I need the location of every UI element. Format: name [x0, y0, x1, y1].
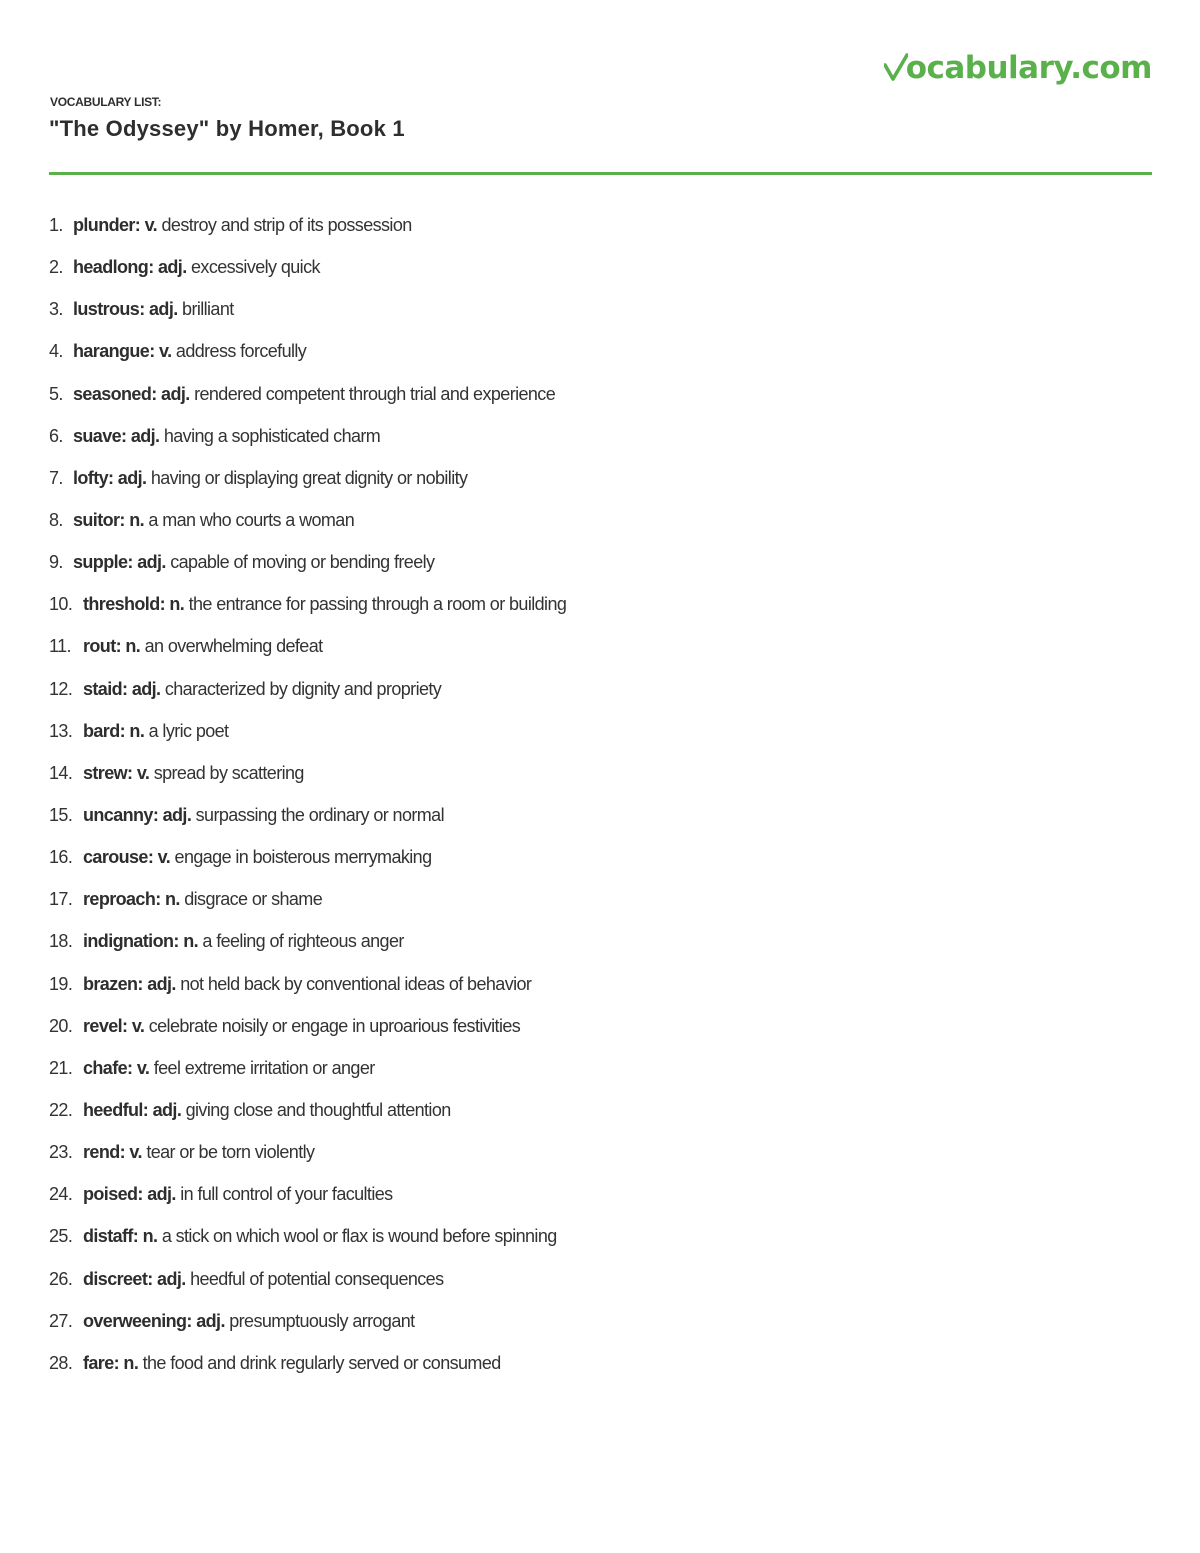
entry-definition: engage in boisterous merrymaking [174, 847, 432, 868]
entry-definition: the food and drink regularly served or consumed [142, 1352, 501, 1373]
entry-number: 7. [49, 467, 63, 488]
entry-part-of-speech: v. [144, 215, 158, 235]
entry-word: reproach: [83, 889, 161, 910]
entry-part-of-speech: v. [131, 1015, 145, 1036]
vocabulary-list [49, 206, 566, 1386]
vocabulary-logo [884, 50, 1152, 86]
entry-definition: brilliant [182, 299, 234, 320]
entry-part-of-speech: adj. [137, 552, 166, 573]
entry-part-of-speech: v. [157, 847, 171, 868]
entry-number: 14. [49, 762, 73, 783]
entry-definition: capable of moving or bending freely [170, 552, 435, 573]
entry-number: 13. [49, 720, 73, 741]
entry-number: 24. [49, 1184, 73, 1205]
entry-word: headlong: [73, 257, 154, 278]
entry-word: brazen: [83, 973, 143, 994]
entry-definition: address forcefully [175, 341, 307, 362]
entry-word: lustrous: [73, 299, 145, 320]
list-item [49, 585, 566, 627]
list-item [49, 1007, 566, 1049]
entry-part-of-speech: adj. [157, 1268, 186, 1289]
entry-definition: giving close and thoughtful attention [185, 1099, 451, 1120]
entry-word: staid: [83, 678, 128, 699]
entry-number: 25. [49, 1226, 73, 1247]
entry-number: 9. [49, 552, 63, 573]
entry-definition: having a sophisticated charm [163, 425, 381, 446]
entry-definition: disgrace or shame [184, 889, 323, 910]
entry-part-of-speech: adj. [131, 678, 161, 699]
entry-word: strew: [83, 762, 133, 783]
list-item [49, 880, 566, 922]
page-title: "The Odyssey" by Homer, Book 1 [49, 116, 405, 141]
entry-definition: in full control of your faculties [180, 1184, 393, 1205]
entry-word: chafe: [83, 1057, 133, 1078]
entry-definition: excessively quick [191, 257, 320, 278]
checkmark-v-icon [884, 53, 906, 81]
entry-word: carouse: [83, 847, 154, 868]
entry-definition: spread by scattering [153, 762, 304, 783]
entry-part-of-speech: n. [129, 509, 144, 530]
entry-part-of-speech: n. [169, 594, 185, 615]
entry-number: 1. [49, 215, 63, 235]
list-item [49, 796, 566, 838]
entry-definition: destroy and strip of its possession [161, 215, 412, 235]
entry-word: threshold: [83, 594, 165, 615]
entry-definition: surpassing the ordinary or normal [195, 804, 444, 825]
list-item [49, 1133, 566, 1175]
entry-word: seasoned: [73, 383, 157, 404]
list-item [49, 459, 566, 501]
list-item [49, 206, 566, 248]
entry-definition: a lyric poet [148, 720, 229, 741]
list-item [49, 965, 566, 1007]
entry-word: lofty: [73, 467, 114, 488]
entry-definition: a feeling of righteous anger [202, 931, 404, 952]
list-item [49, 1175, 566, 1217]
list-item [49, 1049, 566, 1091]
list-item [49, 1091, 566, 1133]
entry-word: supple: [73, 552, 133, 573]
entry-word: rend: [83, 1142, 126, 1163]
entry-number: 28. [49, 1352, 73, 1373]
entry-part-of-speech: n. [142, 1226, 158, 1247]
entry-number: 10. [49, 594, 73, 615]
entry-part-of-speech: adj. [149, 299, 178, 320]
entry-number: 12. [49, 678, 73, 699]
list-item [49, 375, 566, 417]
entry-part-of-speech: v. [129, 1142, 142, 1163]
entry-definition: tear or be torn violently [146, 1142, 315, 1163]
list-item [49, 670, 566, 712]
entry-number: 23. [49, 1142, 73, 1163]
entry-number: 20. [49, 1015, 73, 1036]
entry-word: uncanny: [83, 804, 159, 825]
entry-part-of-speech: adj. [162, 804, 192, 825]
entry-number: 16. [49, 847, 73, 868]
entry-definition: an overwhelming defeat [144, 636, 323, 657]
entry-word: heedful: [83, 1099, 149, 1120]
entry-part-of-speech: n. [125, 636, 141, 657]
entry-part-of-speech: n. [129, 720, 145, 741]
entry-word: suave: [73, 425, 127, 446]
entry-part-of-speech: adj. [152, 1099, 182, 1120]
entry-part-of-speech: adj. [158, 257, 187, 278]
entry-part-of-speech: adj. [117, 467, 147, 488]
entry-part-of-speech: v. [136, 762, 150, 783]
entry-part-of-speech: adj. [147, 1184, 176, 1205]
list-item [49, 838, 566, 880]
entry-definition: having or displaying great dignity or nobility [150, 467, 468, 488]
entry-word: discreet: [83, 1268, 153, 1289]
entry-definition: a stick on which wool or flax is wound before spinning [161, 1226, 557, 1247]
list-item [49, 332, 566, 374]
entry-definition: rendered competent through trial and experience [194, 383, 556, 404]
list-item [49, 543, 566, 585]
entry-part-of-speech: adj. [130, 425, 160, 446]
entry-word: fare: [83, 1352, 120, 1373]
list-item [49, 1344, 566, 1386]
entry-definition: presumptuously arrogant [229, 1310, 415, 1331]
list-kicker: VOCABULARY LIST: [50, 95, 162, 109]
entry-part-of-speech: n. [183, 931, 198, 952]
list-item [49, 501, 566, 543]
entry-part-of-speech: n. [165, 889, 180, 910]
list-item [49, 754, 566, 796]
entry-word: bard: [83, 720, 126, 741]
entry-number: 19. [49, 973, 73, 994]
list-item [49, 290, 566, 332]
entry-word: distaff: [83, 1226, 139, 1247]
entry-number: 27. [49, 1310, 73, 1331]
entry-number: 5. [49, 383, 63, 404]
entry-number: 26. [49, 1268, 73, 1289]
entry-part-of-speech: adj. [147, 973, 176, 994]
list-item [49, 1302, 566, 1344]
entry-number: 17. [49, 889, 73, 910]
entry-word: revel: [83, 1015, 128, 1036]
entry-word: rout: [83, 636, 121, 657]
entry-definition: heedful of potential consequences [190, 1268, 444, 1289]
entry-number: 8. [49, 509, 63, 530]
entry-number: 11. [49, 636, 71, 657]
entry-part-of-speech: v. [159, 341, 172, 362]
entry-word: plunder: [73, 215, 141, 235]
entry-word: indignation: [83, 931, 179, 952]
list-item [49, 417, 566, 459]
list-item [49, 712, 566, 754]
list-item [49, 627, 566, 669]
logo-text: ocabulary.com [905, 50, 1152, 86]
header-divider [49, 172, 1152, 175]
entry-word: poised: [83, 1184, 143, 1205]
list-item [49, 922, 566, 964]
entry-definition: the entrance for passing through a room or building [188, 594, 567, 615]
entry-part-of-speech: n. [123, 1352, 139, 1373]
entry-definition: not held back by conventional ideas of behavior [180, 973, 532, 994]
entry-part-of-speech: adj. [196, 1310, 225, 1331]
entry-number: 4. [49, 341, 63, 362]
entry-number: 15. [49, 804, 73, 825]
entry-number: 2. [49, 257, 63, 278]
entry-definition: characterized by dignity and propriety [164, 678, 442, 699]
list-item [49, 1217, 566, 1259]
entry-definition: celebrate noisily or engage in uproarious festivities [148, 1015, 521, 1036]
entry-number: 21. [49, 1057, 73, 1078]
entry-part-of-speech: adj. [161, 383, 190, 404]
list-item [49, 248, 566, 290]
entry-definition: feel extreme irritation or anger [153, 1057, 375, 1078]
entry-number: 6. [49, 425, 63, 446]
entry-word: harangue: [73, 341, 155, 362]
entry-number: 22. [49, 1099, 73, 1120]
entry-part-of-speech: v. [136, 1057, 150, 1078]
entry-number: 18. [49, 931, 73, 952]
entry-word: suitor: [73, 509, 125, 530]
list-item [49, 1260, 566, 1302]
entry-word: overweening: [83, 1310, 192, 1331]
entry-number: 3. [49, 299, 63, 320]
entry-definition: a man who courts a woman [148, 509, 355, 530]
